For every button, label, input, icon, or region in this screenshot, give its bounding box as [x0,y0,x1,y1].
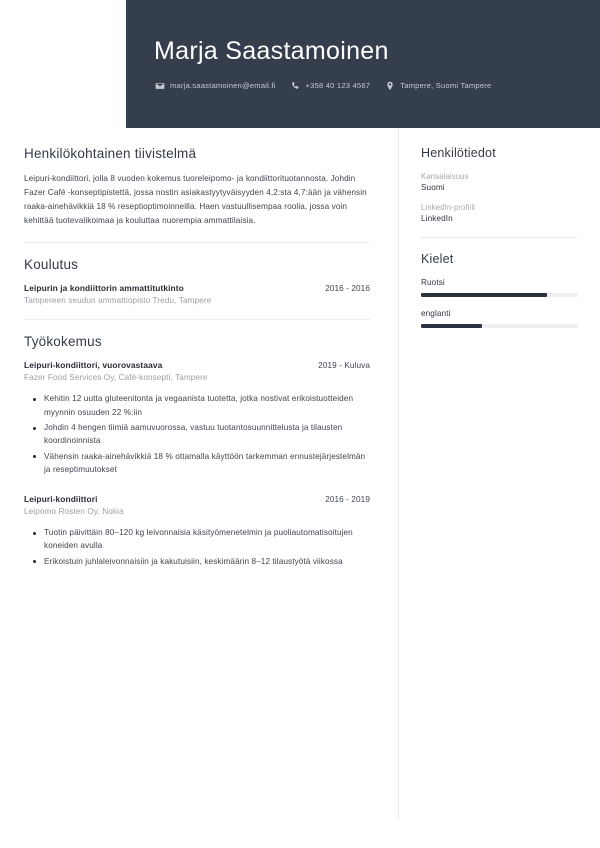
experience-title: Työkokemus [24,334,102,350]
section-summary [24,146,370,228]
section-experience [24,334,370,568]
resume-body [0,128,600,848]
contact-email-text: marja.saastamoinen@email.fi [170,81,276,90]
resume-header [126,0,600,128]
education-entry [24,283,370,305]
experience-entry-title: Leipuri-kondiittori, vuorovastaava [24,360,163,371]
personal-details-title: Henkilötiedot [421,146,496,160]
education-entry-dates: 2016 - 2016 [325,284,370,294]
section-personal-details [421,146,578,223]
experience-entry-bullets [24,392,370,476]
language-level-track [421,293,578,297]
summary-title: Henkilökohtainen tiivistelmä [24,146,197,161]
entry-spacer [24,478,370,494]
contact-phone[interactable] [290,80,371,91]
divider-education-experience [24,319,370,320]
divider-personal-languages [421,237,578,238]
contact-phone-text: +358 40 123 4567 [305,81,371,90]
main-column [0,128,398,848]
education-entry-head [24,283,370,293]
language-level-fill [421,293,547,297]
summary-text: Leipuri-kondiittori, jolla 8 vuoden kokemus tuoreleipomo- ja kondiittorituotannosta. Johdin Fazer Café -konseptipistettä, jossa nostin asiakastyytyväisyyden 4,2:sta 4,7:ään ja vähensin raaka-ainehävikkiä 18 % reseptioptimoinneilla. Haen vastuullisempaa roolia, jossa voin kehittää tuotevalikoimaa ja kouluttaa nuorempia ammattilaisia. [24,174,367,226]
experience-entry-dates: 2016 - 2019 [325,495,370,505]
experience-entry-head [24,360,370,370]
experience-entry [24,494,370,568]
sidebar-column [398,128,600,848]
list-item: Kehitin 12 uutta gluteenitonta ja vegaanista tuotetta, jotka nostivat erikoistuotteiden myynnin osuuden 22 %:iin [24,392,370,419]
experience-entry [24,360,370,476]
list-item: Johdin 4 hengen tiimiä aamuvuorossa, vastuu tuotantosuunnittelusta ja tilausten koordinoinnista [24,421,370,448]
language-level-fill [421,324,482,328]
list-item: Erikoistuin juhlaleivonnaisiin ja kakutuisiin, keskimäärin 8–12 tilaustyötä viikossa [24,555,370,568]
list-item: Tuotin päivittäin 80–120 kg leivonnaisia käsityömenetelmin ja puoliautomatisoitujen koneiden avulla [24,526,370,553]
contact-email[interactable] [154,80,276,91]
language-name: englanti [421,309,451,318]
divider-summary-education [24,242,370,243]
personal-detail-value: Suomi [421,183,445,192]
education-title: Koulutus [24,257,79,273]
personal-detail-linkedin[interactable] [421,203,578,223]
contact-location-text: Tampere, Suomi Tampere [400,81,492,90]
language-item [421,278,578,297]
education-entry-subtitle: Tampereen seudun ammattiopisto Tredu, Tampere [24,296,212,306]
personal-detail-value[interactable]: LinkedIn [421,214,453,223]
list-item: Vähensin raaka-ainehävikkiä 18 % ottamalla käyttöön tarkemman ennustejärjestelmän ja reseptimuutokset [24,450,370,477]
experience-entry-title: Leipuri-kondiittori [24,494,98,505]
contact-row [154,80,572,91]
experience-entry-dates: 2019 - Kuluva [318,361,370,371]
languages-title: Kielet [421,252,454,266]
section-education [24,257,370,305]
experience-entry-bullets [24,526,370,568]
email-icon [154,80,165,91]
location-pin-icon [384,80,395,91]
language-level-track [421,324,578,328]
experience-entry-head [24,494,370,504]
language-item [421,309,578,328]
personal-detail-label: LinkedIn-profiili [421,203,476,212]
experience-entry-subtitle: Fazer Food Services Oy, Café-konsepti, Tampere [24,373,208,383]
language-name: Ruotsi [421,278,445,287]
experience-entry-subtitle: Leipomo Rosten Oy, Nokia [24,507,124,517]
education-entry-title: Leipurin ja kondiittorin ammattitutkinto [24,283,184,294]
phone-icon [290,80,301,91]
contact-location[interactable] [384,80,491,91]
personal-detail-label: Kansalaisuus [421,172,469,181]
personal-detail-nationality [421,172,578,192]
section-languages [421,252,578,328]
candidate-name: Marja Saastamoinen [154,37,389,65]
